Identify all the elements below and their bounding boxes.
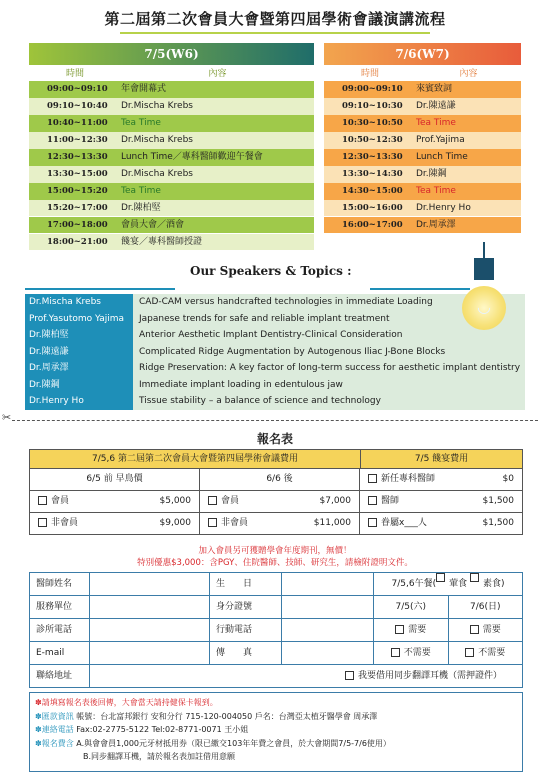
fax-field[interactable] — [282, 642, 374, 664]
speaker-topic: Immediate implant loading in edentulous jaw — [133, 377, 525, 394]
option-label: 醫師 — [381, 496, 400, 506]
form-row — [30, 573, 522, 595]
option-label: 不需要 — [478, 648, 506, 658]
speaker-row — [25, 344, 525, 361]
row-content: Dr.陳柏堅 — [121, 202, 161, 213]
option-label: 會員 — [51, 496, 70, 506]
speaker-row — [25, 294, 525, 311]
row-time: 10:40~11:00 — [47, 117, 108, 128]
schedule-row — [29, 234, 314, 251]
row-content: Prof.Yajima — [416, 134, 465, 145]
option-label: 會員 — [221, 496, 240, 506]
row-time: 12:30~13:30 — [47, 151, 108, 162]
row-time: 10:30~10:50 — [342, 117, 403, 128]
id-label: 身分證號 — [210, 596, 282, 618]
footnote-includes-b: B.同步翻譯耳機，請於報名表加註借用意願 — [83, 752, 236, 761]
speaker-topic: Ridge Preservation: A key factor of long-term success for aesthetic implant dentistry — [133, 360, 525, 377]
meat-label: 葷食 — [449, 579, 468, 589]
schedule-row — [29, 200, 314, 217]
day2-col-content: 內容 — [459, 69, 478, 79]
membership-note: 加入會員另可獲贈學會年度期刊，無價！ — [198, 546, 352, 556]
cut-line — [12, 420, 538, 421]
speaker-name: Dr.Henry Ho — [25, 393, 133, 410]
office-phone-field[interactable] — [90, 619, 210, 641]
schedule-row — [324, 200, 521, 217]
late-label: 6/6 後 — [200, 469, 360, 490]
option-label: 新任專科醫師 — [381, 474, 436, 484]
translation-need — [374, 619, 522, 641]
day1-label: 7/5(六) — [374, 596, 449, 618]
fee-header-conference: 7/5,6 第二屆第二次會員大會暨第四屆學術會議費用 — [30, 450, 361, 468]
early-bird-label: 6/5 前 早鳥價 — [30, 469, 200, 490]
option-label: 不需要 — [403, 648, 431, 658]
row-time: 12:30~13:30 — [342, 151, 403, 162]
unit-field[interactable] — [90, 596, 210, 618]
registration-title: 報名表 — [256, 432, 293, 446]
translation-checkbox[interactable] — [345, 671, 354, 680]
checkbox[interactable] — [368, 518, 377, 527]
birthday-label: 生 日 — [210, 573, 282, 595]
row-content: 餞宴／專科醫師授證 — [121, 236, 203, 247]
row-time: 09:00~09:10 — [342, 84, 403, 94]
title-underline — [120, 32, 430, 34]
birthday-field[interactable] — [282, 573, 374, 595]
discount-note: 特別優惠$3,000：含PGY、住院醫師、技師、研究生，請檢附證明文件。 — [137, 558, 413, 568]
schedule-row — [29, 217, 314, 234]
lunch-choice[interactable] — [374, 573, 522, 595]
form-row — [30, 641, 522, 664]
fax-label: 傳 真 — [210, 642, 282, 664]
day2-label: 7/6(日) — [469, 602, 501, 612]
schedule-row — [324, 132, 521, 149]
checkbox[interactable] — [470, 625, 479, 634]
schedule-row — [29, 149, 314, 166]
row-content: Tea Time — [121, 185, 161, 196]
nonmember-late-option[interactable] — [200, 513, 360, 534]
price: $5,000 — [159, 496, 191, 506]
name-field[interactable] — [90, 573, 210, 595]
option-label: 非會員 — [221, 518, 249, 528]
translation-no-need — [374, 642, 522, 664]
row-content: Tea Time — [416, 117, 456, 128]
schedule-row — [324, 115, 521, 132]
day1-col-content: 內容 — [208, 69, 227, 79]
speakers-divider-left — [25, 288, 175, 290]
speakers-table — [25, 294, 525, 410]
schedule-row — [29, 166, 314, 183]
schedule-row — [324, 98, 521, 115]
checkbox[interactable] — [465, 648, 474, 657]
footnotes — [35, 696, 525, 764]
row-time: 15:20~17:00 — [47, 202, 108, 213]
row-content: 來賓致詞 — [416, 84, 453, 94]
page-title: 第二屆第二次會員大會暨第四屆學術會議演講流程 — [104, 10, 446, 28]
registration-form — [29, 572, 523, 688]
speaker-topic: CAD-CAM versus handcrafted technologies in immediate Loading — [133, 294, 525, 311]
speaker-name: Dr.陳遠謙 — [25, 344, 133, 361]
speaker-row — [25, 360, 525, 377]
checkbox-meat[interactable] — [436, 573, 445, 582]
email-label: E-mail — [30, 642, 90, 664]
mobile-field[interactable] — [282, 619, 374, 641]
checkbox[interactable] — [368, 496, 377, 505]
speaker-topic: Complicated Ridge Augmentation by Autogenous Iliac J-Bone Blocks — [133, 344, 525, 361]
price: $11,000 — [313, 518, 351, 528]
day1-header: 7/5(W6) — [29, 43, 314, 65]
footnote-text: 帳號：台北富邦銀行 安和分行 715-120-004050 戶名：台灣亞太植牙醫學會 周承澤 — [76, 711, 378, 721]
schedule-row — [29, 81, 314, 98]
row-content: Lunch Time／專科醫師歡迎午餐會 — [121, 151, 263, 162]
address-label: 聯絡地址 — [30, 665, 90, 687]
schedule-row — [324, 149, 521, 166]
fee-header-dinner: 7/5 餞宴費用 — [414, 454, 469, 464]
schedule-row — [29, 98, 314, 115]
schedule-row — [324, 217, 521, 234]
day2-column-headers — [324, 67, 521, 81]
checkbox-veg[interactable] — [470, 573, 479, 582]
speaker-name: Dr.陳鋼 — [25, 377, 133, 394]
row-time: 09:10~10:30 — [342, 100, 403, 111]
row-content: 會員大會／酒會 — [121, 219, 185, 230]
checkbox[interactable] — [38, 496, 47, 505]
schedule-row — [29, 183, 314, 200]
checkbox[interactable] — [395, 625, 404, 634]
row-content: Lunch Time — [416, 151, 468, 162]
fee-row — [30, 490, 522, 512]
speaker-topic: Tissue stability – a balance of science and technology — [133, 393, 525, 410]
footnote-payment — [35, 710, 525, 724]
mobile-label: 行動電話 — [210, 619, 282, 641]
row-content: Dr.Mischa Krebs — [121, 100, 193, 111]
day1-need-option[interactable] — [374, 619, 449, 641]
schedule-day1 — [29, 43, 314, 251]
checkbox[interactable] — [208, 496, 217, 505]
day1-no-need-option[interactable] — [374, 642, 449, 664]
row-time: 11:00~12:30 — [47, 134, 108, 145]
price: $1,500 — [482, 518, 514, 528]
checkbox[interactable] — [38, 518, 47, 527]
row-time: 13:30~15:00 — [47, 168, 108, 179]
row-time: 18:00~21:00 — [47, 236, 108, 247]
lunch-label: 7/5,6午餐( — [391, 579, 437, 589]
nonmember-early-option[interactable] — [30, 513, 200, 534]
form-row — [30, 618, 522, 641]
speakers-title: Our Speakers & Topics : — [190, 264, 352, 278]
row-content: Dr.Mischa Krebs — [121, 168, 193, 179]
speaker-topic: Japanese trends for safe and reliable implant treatment — [133, 311, 525, 328]
fee-row — [30, 468, 522, 490]
checkbox[interactable] — [208, 518, 217, 527]
fee-table — [29, 449, 523, 535]
schedule-row — [324, 183, 521, 200]
footnote-key: ✽報名費含 — [35, 738, 74, 748]
option-label: 需要 — [408, 625, 427, 635]
row-content: Dr.陳遠謙 — [416, 100, 456, 111]
price: $9,000 — [159, 518, 191, 528]
schedule-row — [324, 81, 521, 98]
schedule-row — [324, 166, 521, 183]
checkbox[interactable] — [391, 648, 400, 657]
address-field[interactable] — [90, 665, 522, 687]
price: $1,500 — [482, 496, 514, 506]
hanging-tag-icon — [474, 258, 494, 280]
row-content: Dr.Mischa Krebs — [121, 134, 193, 145]
row-time: 15:00~16:00 — [342, 202, 403, 213]
row-time: 13:30~14:30 — [342, 168, 403, 179]
id-field[interactable] — [282, 596, 374, 618]
day1-col-time: 時間 — [65, 69, 84, 79]
speaker-name: Prof.Yasutomo Yajima — [25, 311, 133, 328]
row-content: 年會開幕式 — [121, 84, 167, 94]
row-time: 15:00~15:20 — [47, 185, 108, 196]
speaker-topic: Anterior Aesthetic Implant Dentistry-Clinical Consideration — [133, 327, 525, 344]
tag-cord — [483, 242, 485, 258]
dinner-guest-option[interactable] — [360, 513, 522, 534]
speaker-row — [25, 327, 525, 344]
row-content: Dr.陳鋼 — [416, 168, 447, 179]
dinner-doctor-option[interactable] — [360, 491, 522, 512]
option-label: 非會員 — [51, 518, 79, 528]
footnote-text: Fax:02-2775-5122 Tel:02-8771-0071 王小姐 — [76, 725, 249, 734]
option-label: 眷屬x___人 — [381, 518, 427, 528]
speaker-name: Dr.Mischa Krebs — [25, 294, 133, 311]
office-phone-label: 診所電話 — [30, 619, 90, 641]
speaker-row — [25, 377, 525, 394]
footnote-includes — [35, 737, 525, 751]
unit-label: 服務單位 — [30, 596, 90, 618]
footnote-checkin: ✽請填寫報名表後回傳，大會當天請持健保卡報到。 — [35, 698, 218, 707]
price: $7,000 — [319, 496, 351, 506]
price: $0 — [502, 474, 514, 484]
form-row — [30, 595, 522, 618]
fee-row — [30, 512, 522, 534]
checkbox[interactable] — [368, 474, 377, 483]
speaker-name: Dr.陳柏堅 — [25, 327, 133, 344]
member-late-option[interactable] — [200, 491, 360, 512]
email-field[interactable] — [90, 642, 210, 664]
schedule-row — [29, 115, 314, 132]
option-label: 需要 — [482, 625, 501, 635]
footnote-contact — [35, 723, 525, 737]
form-row — [30, 664, 522, 687]
row-content: Dr.Henry Ho — [416, 202, 471, 213]
date-headers — [374, 596, 522, 618]
translation-label: 我要借用同步翻譯耳機（需押證件） — [357, 671, 502, 681]
row-time: 16:00~17:00 — [342, 219, 403, 230]
footnote-text: A.與會會員1,000元牙材抵用券（限已繳交103年年費之會員，於大會期間7/5-7/6使用） — [76, 738, 391, 748]
row-content: Dr.周承澤 — [416, 219, 456, 230]
veg-label: 素食) — [482, 579, 505, 589]
row-content: Tea Time — [416, 185, 456, 196]
schedule-day2 — [324, 43, 521, 234]
speakers-divider-right — [370, 288, 470, 290]
member-early-option[interactable] — [30, 491, 200, 512]
row-time: 14:30~15:00 — [342, 185, 403, 196]
footnote-key: ✽連絡電話 — [35, 725, 74, 734]
footnote-key: ✽匯款資訊 — [35, 711, 74, 721]
scissors-icon: ✂ — [2, 411, 12, 424]
day2-need-option[interactable] — [449, 619, 523, 641]
fee-header — [30, 450, 522, 468]
row-content: Tea Time — [121, 117, 161, 128]
day2-col-time: 時間 — [360, 69, 379, 79]
day2-header: 7/6(W7) — [324, 43, 521, 65]
day1-column-headers — [29, 67, 314, 81]
row-time: 10:50~12:30 — [342, 134, 403, 145]
row-time: 09:10~10:40 — [47, 100, 108, 111]
speaker-name: Dr.周承澤 — [25, 360, 133, 377]
speaker-row — [25, 393, 525, 410]
name-label: 醫師姓名 — [30, 573, 90, 595]
row-time: 09:00~09:10 — [47, 84, 108, 94]
row-time: 17:00~18:00 — [47, 219, 108, 230]
day2-no-need-option[interactable] — [449, 642, 523, 664]
schedule-row — [29, 132, 314, 149]
speaker-row — [25, 311, 525, 328]
tooth-icon: ◡ — [477, 297, 491, 316]
dinner-new-specialist[interactable] — [360, 469, 522, 490]
